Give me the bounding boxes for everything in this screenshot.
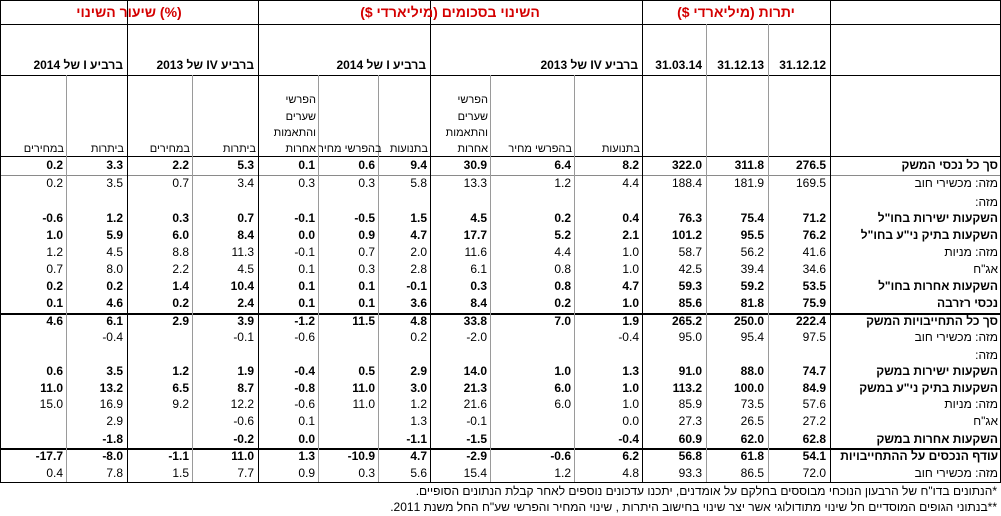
table-cell: 169.5 [795, 176, 826, 190]
table-cell: 0.2 [410, 330, 427, 344]
table-cell: 0.3 [470, 279, 487, 293]
grid-line [0, 156, 1001, 157]
subheader-in-prices: במחירים [149, 143, 190, 155]
table-cell: 62.0 [740, 432, 764, 446]
table-cell: 0.2 [554, 296, 571, 310]
table-cell: -0.1 [406, 279, 427, 293]
table-cell: 10.4 [230, 279, 254, 293]
row-label: השקעות בתיק ני"ע במשק [859, 381, 998, 395]
table-cell: 0.6 [46, 364, 63, 378]
table-cell: 1.3 [410, 414, 427, 428]
table-cell: 1.2 [554, 466, 571, 480]
table-cell: 4.7 [622, 279, 639, 293]
table-cell: 1.0 [622, 245, 639, 259]
table-cell: -0.6 [294, 330, 315, 344]
row-label: סך כל נכסי המשק [901, 158, 998, 172]
footnote: *הנתונים בדו"ח של הרבעון הנוכחי מבוססים בחלקם על אומדנים, יתכנו עדכונים נוספים לאחר קבלת הנתונים הסופיים. [415, 484, 997, 498]
table-cell: 0.4 [622, 211, 639, 225]
subheader-fx-adj-2: שערים [457, 111, 488, 123]
table-cell: 0.7 [46, 262, 63, 276]
table-cell: 41.6 [802, 245, 826, 259]
table-cell: 5.9 [106, 228, 123, 242]
table-cell: 30.9 [463, 158, 487, 172]
table-cell: 61.8 [740, 449, 764, 463]
table-cell: 0.1 [298, 279, 315, 293]
table-cell: 59.3 [678, 279, 702, 293]
table-cell: 1.0 [46, 228, 63, 242]
table-cell: 6.0 [554, 397, 571, 411]
table-cell: -1.1 [168, 449, 189, 463]
subheader-fx-adj-1: הפרשי [285, 94, 316, 106]
table-cell: 4.5 [470, 211, 487, 225]
row-label: מזה: מכשירי חוב [914, 176, 998, 190]
period-header: ברביע I של 2014 [33, 58, 123, 72]
table-cell: 11.0 [231, 449, 254, 463]
table-cell: 0.1 [298, 158, 315, 172]
table-cell: 2.1 [622, 228, 639, 242]
table-cell: -17.7 [35, 449, 63, 463]
subheader-fx-adj-2: שערים [285, 111, 316, 123]
table-cell: 72.0 [802, 466, 826, 480]
row-label: עודף הנכסים על ההתחייבויות [840, 449, 998, 463]
table-cell: 1.5 [172, 466, 189, 480]
table-cell: 276.5 [795, 158, 826, 172]
table-cell: 53.5 [802, 279, 826, 293]
table-cell: 3.9 [237, 314, 254, 328]
table-cell: 95.4 [740, 330, 764, 344]
subheader-transactions: בתנועות [389, 143, 428, 155]
table-cell: 85.9 [678, 397, 702, 411]
table-cell: 9.2 [172, 397, 189, 411]
table-cell: 8.4 [237, 228, 254, 242]
table-cell: 11.3 [231, 245, 254, 259]
table-cell: 76.2 [802, 228, 826, 242]
subheader-fx-adj-3: והתאמות [445, 127, 488, 139]
period-header: ברביע IV של 2013 [540, 58, 638, 72]
table-cell: 17.7 [463, 228, 487, 242]
group-header-change-rate: שיעור השינוי (%) [76, 4, 182, 20]
subheader-in-balances: ביתרות [222, 143, 256, 155]
table-cell: 39.4 [740, 262, 764, 276]
table-cell: -0.4 [618, 330, 639, 344]
table-cell: 71.2 [802, 211, 826, 225]
table-cell: -0.6 [550, 449, 571, 463]
row-label: השקעות אחרות במשק [876, 432, 998, 446]
row-label: השקעות אחרות בחו"ל [878, 279, 998, 293]
table-cell: 3.6 [410, 296, 427, 310]
subheader-fx-adj-4: אחרות [285, 143, 316, 155]
table-cell: 8.8 [172, 245, 189, 259]
table-cell: 0.3 [358, 176, 375, 190]
table-cell: 8.7 [237, 381, 254, 395]
table-cell: -0.4 [102, 330, 123, 344]
table-cell: 1.0 [622, 397, 639, 411]
row-label: סך כל התחייבויות המשק [866, 314, 998, 328]
table-cell: 26.5 [740, 414, 764, 428]
table-cell: 62.8 [802, 432, 826, 446]
row-label: מזה: מניות [944, 245, 998, 259]
table-cell: 11.0 [352, 381, 375, 395]
grid-line [0, 24, 1001, 25]
table-cell: 322.0 [671, 158, 702, 172]
table-cell: 222.4 [795, 314, 826, 328]
subheader-price-diff: בהפרשי מחיר [318, 143, 382, 155]
table-cell: 3.5 [106, 176, 123, 190]
table-cell: 27.2 [802, 414, 826, 428]
table-cell: 11.6 [464, 245, 487, 259]
table-cell: 5.6 [410, 466, 427, 480]
table-cell: 91.0 [678, 364, 702, 378]
table-cell: 27.3 [678, 414, 702, 428]
table-cell: 1.0 [622, 296, 639, 310]
table-cell: 0.7 [237, 211, 254, 225]
table-cell: 0.1 [358, 296, 375, 310]
table-cell: 8.2 [622, 158, 639, 172]
table-cell: 113.2 [672, 381, 702, 395]
table-cell: 58.7 [678, 245, 702, 259]
grid-line [0, 0, 1001, 1]
table-cell: 5.8 [410, 176, 427, 190]
table-cell: 311.8 [734, 158, 764, 172]
table-cell: 0.9 [298, 466, 315, 480]
table-cell: 2.8 [410, 262, 427, 276]
table-cell: 0.9 [358, 228, 375, 242]
table-cell: 56.2 [740, 245, 764, 259]
table-cell: -0.8 [294, 381, 315, 395]
table-cell: 86.5 [740, 466, 764, 480]
table-cell: 4.4 [622, 176, 639, 190]
table-cell: 12.2 [230, 397, 254, 411]
table-cell: 6.1 [470, 262, 487, 276]
table-cell: -2.0 [466, 330, 487, 344]
table-cell: 3.3 [106, 158, 123, 172]
table-cell: 1.3 [622, 364, 639, 378]
table-cell: 0.3 [298, 176, 315, 190]
table-cell: 21.3 [463, 381, 487, 395]
row-label: מזה: [975, 195, 998, 209]
table-cell: 0.1 [298, 296, 315, 310]
table-cell: 100.0 [733, 381, 764, 395]
table-cell: 1.9 [622, 314, 639, 328]
table-cell: 73.5 [740, 397, 764, 411]
table-cell: -0.4 [618, 432, 639, 446]
table-cell: 0.2 [554, 211, 571, 225]
table-cell: 8.0 [106, 262, 123, 276]
table-cell: 74.7 [802, 364, 826, 378]
subheader-price-diff: בהפרשי מחיר [508, 143, 572, 155]
table-cell: 4.8 [622, 466, 639, 480]
table-cell: 1.2 [106, 211, 123, 225]
table-cell: 4.7 [410, 228, 427, 242]
table-cell: 0.5 [358, 364, 375, 378]
table-cell: 0.8 [554, 279, 571, 293]
table-cell: 1.4 [172, 279, 189, 293]
table-cell: 75.9 [802, 296, 826, 310]
table-cell: 97.5 [802, 330, 826, 344]
table-cell: 0.8 [554, 262, 571, 276]
table-cell: 1.0 [622, 381, 639, 395]
table-cell: 2.9 [410, 364, 427, 378]
table-cell: 6.2 [622, 449, 639, 463]
table-cell: 33.8 [463, 314, 487, 328]
period-header: 31.03.14 [655, 58, 702, 72]
table-cell: 93.3 [678, 466, 702, 480]
table-cell: 0.2 [172, 296, 189, 310]
table-cell: 7.7 [237, 466, 254, 480]
table-cell: 4.6 [46, 314, 63, 328]
subheader-in-balances: ביתרות [90, 143, 124, 155]
table-cell: 0.3 [358, 466, 375, 480]
row-label: אג"ח [973, 262, 998, 276]
table-cell: 2.2 [172, 158, 189, 172]
group-header-balances: יתרות (מיליארדי $) [677, 4, 795, 20]
table-cell: 15.0 [39, 397, 63, 411]
row-label: מזה: [975, 348, 998, 362]
table-cell: 0.3 [172, 211, 189, 225]
table-cell: 6.4 [554, 158, 571, 172]
table-cell: 16.9 [99, 397, 123, 411]
table-cell: 5.3 [237, 158, 254, 172]
table-cell: 7.8 [106, 466, 123, 480]
table-cell: 3.4 [237, 176, 254, 190]
table-cell: 81.8 [740, 296, 764, 310]
table-cell: 1.5 [410, 211, 427, 225]
table-cell: 0.6 [358, 158, 375, 172]
table-cell: 60.9 [678, 432, 702, 446]
row-label: מזה: מניות [944, 397, 998, 411]
table-cell: 54.1 [802, 449, 826, 463]
table-cell: 13.2 [99, 381, 123, 395]
table-cell: 1.2 [554, 176, 571, 190]
table-cell: 88.0 [740, 364, 764, 378]
table-cell: -0.2 [233, 432, 254, 446]
subheader-transactions: בתנועות [601, 143, 640, 155]
footnote: **בנתוני הגופים המוסדיים חל שינוי מתודולוגי אשר יצר שינוי בחישוב היתרות , שינוי המחיר והפרשי שע"ח החל משנת 2011. [390, 500, 997, 514]
table-cell: 0.3 [358, 262, 375, 276]
table-cell: -8.0 [102, 449, 123, 463]
table-cell: 0.1 [298, 414, 315, 428]
grid-line [830, 0, 831, 482]
table-cell: 0.2 [46, 158, 63, 172]
table-cell: 2.2 [172, 262, 189, 276]
table-cell: 6.0 [554, 381, 571, 395]
table-cell: 76.3 [678, 211, 702, 225]
table-cell: -0.6 [42, 211, 63, 225]
table-cell: 0.7 [172, 176, 189, 190]
row-label: השקעות ישירות בחו"ל [877, 211, 998, 225]
table-cell: 95.5 [740, 228, 764, 242]
table-cell: 188.4 [671, 176, 702, 190]
subheader-fx-adj-3: והתאמות [273, 127, 316, 139]
table-cell: 4.5 [106, 245, 123, 259]
table-cell: 15.4 [463, 466, 487, 480]
table-cell: 95.0 [678, 330, 702, 344]
table-cell: -0.1 [294, 245, 315, 259]
row-label: אג"ח [973, 414, 998, 428]
table-cell: -0.1 [466, 414, 487, 428]
table-cell: 42.5 [678, 262, 702, 276]
table-cell: 75.4 [740, 211, 764, 225]
grid-line [0, 482, 1001, 483]
table-cell: 84.9 [802, 381, 826, 395]
table-cell: 0.0 [622, 414, 639, 428]
table-cell: -1.1 [406, 432, 427, 446]
table-cell: 6.0 [172, 228, 189, 242]
table-cell: 59.2 [740, 279, 764, 293]
table-cell: 4.5 [237, 262, 254, 276]
table-cell: 0.7 [358, 245, 375, 259]
table-cell: 1.2 [46, 245, 63, 259]
table-cell: -0.1 [294, 211, 315, 225]
table-cell: 3.0 [410, 381, 427, 395]
table-cell: 21.6 [463, 397, 487, 411]
table-cell: 1.0 [554, 364, 571, 378]
table-cell: 85.6 [678, 296, 702, 310]
row-label: השקעות בתיק ני"ע בחו"ל [860, 228, 998, 242]
table-cell: 2.9 [172, 314, 189, 328]
table-cell: -0.4 [294, 364, 315, 378]
row-label: נכסי רזרבה [936, 296, 998, 310]
row-label: מזה: מכשירי חוב [914, 330, 998, 344]
table-cell: 0.0 [298, 432, 315, 446]
subheader-fx-adj-4: אחרות [457, 143, 488, 155]
table-cell: -10.9 [347, 449, 375, 463]
table-cell: 6.5 [172, 381, 189, 395]
period-header: ברביע IV של 2013 [156, 58, 254, 72]
table-cell: -0.1 [233, 330, 254, 344]
table-cell: -1.5 [466, 432, 487, 446]
table-cell: 9.4 [410, 158, 427, 172]
table-cell: 34.6 [802, 262, 826, 276]
subheader-fx-adj-1: הפרשי [457, 94, 488, 106]
table-cell: 0.2 [106, 279, 123, 293]
table-cell: -0.6 [294, 397, 315, 411]
group-header-change-amounts: השינוי בסכומים (מיליארדי $) [360, 4, 540, 20]
table-cell: -0.6 [233, 414, 254, 428]
table-cell: -1.2 [294, 314, 315, 328]
table-cell: 11.5 [352, 314, 375, 328]
table-cell: 11.0 [40, 381, 63, 395]
table-cell: 0.1 [298, 262, 315, 276]
table-cell: 2.9 [106, 414, 123, 428]
table-cell: 11.0 [352, 397, 375, 411]
table-cell: 250.0 [733, 314, 764, 328]
table-cell: 0.1 [46, 296, 63, 310]
table-cell: 4.4 [554, 245, 571, 259]
table-cell: 181.9 [733, 176, 764, 190]
table-cell: 14.0 [463, 364, 487, 378]
table-cell: 0.4 [46, 466, 63, 480]
table-cell: 101.2 [671, 228, 702, 242]
table-cell: 0.2 [46, 176, 63, 190]
table-cell: 3.5 [106, 364, 123, 378]
table-cell: -2.9 [466, 449, 487, 463]
table-cell: 5.2 [554, 228, 571, 242]
table-cell: 1.2 [410, 397, 427, 411]
table-cell: -1.8 [102, 432, 123, 446]
grid-line [0, 75, 1001, 76]
subheader-in-prices: במחירים [23, 143, 64, 155]
period-header: ברביע I של 2014 [336, 58, 426, 72]
table-cell: 2.0 [410, 245, 427, 259]
table-cell: 265.2 [671, 314, 702, 328]
table-cell: 1.2 [172, 364, 189, 378]
table-cell: 13.3 [463, 176, 487, 190]
table-cell: 4.8 [410, 314, 427, 328]
table-cell: 1.3 [298, 449, 315, 463]
row-label: השקעות ישירות במשק [876, 364, 998, 378]
table-cell: 0.2 [46, 279, 63, 293]
table-cell: 8.4 [470, 296, 487, 310]
period-header: 31.12.13 [717, 58, 764, 72]
table-cell: -0.5 [354, 211, 375, 225]
period-header: 31.12.12 [779, 58, 826, 72]
table-cell: 57.6 [802, 397, 826, 411]
table-cell: 1.0 [622, 262, 639, 276]
table-cell: 4.7 [410, 449, 427, 463]
table-cell: 0.0 [298, 228, 315, 242]
table-cell: 6.1 [106, 314, 123, 328]
row-label: מזה: מכשירי חוב [914, 466, 998, 480]
table-cell: 0.1 [358, 279, 375, 293]
table-cell: 56.8 [678, 449, 702, 463]
table-cell: 2.4 [237, 296, 254, 310]
table-cell: 7.0 [554, 314, 571, 328]
table-cell: 1.9 [237, 364, 254, 378]
table-cell: 4.6 [106, 296, 123, 310]
